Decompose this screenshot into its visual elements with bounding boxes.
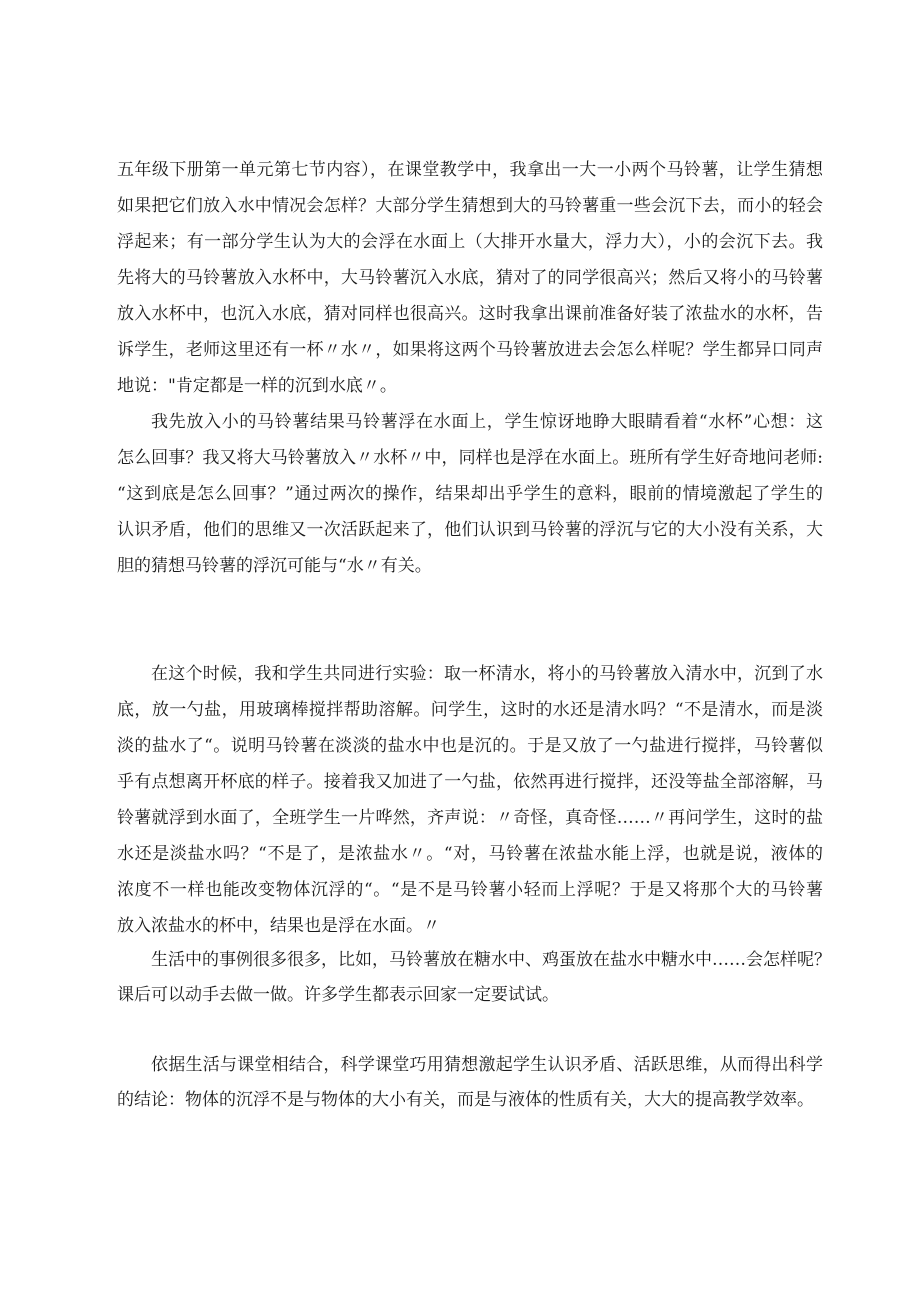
- text-line: 放入浓盐水的杯中，结果也是浮在水面。〃: [117, 916, 440, 936]
- paragraph-experiment-intro: [117, 152, 823, 404]
- text-line: 课后可以动手去做一做。许多学生都表示回家一定要试试。: [117, 985, 559, 1005]
- text-line: 乎有点想离开杯底的样子。接着我又加进了一勺盐，依然再进行搅拌，还没等盐全部溶解，马: [117, 772, 823, 792]
- paragraph-salt-experiment: [117, 656, 823, 944]
- paragraph-conclusion: [117, 1048, 823, 1118]
- text-line: 浮起来；有一部分学生认为大的会浮在水面上（大排开水量大，浮力大），小的会沉下去。我: [117, 232, 823, 252]
- text-line: 认识矛盾，他们的思维又一次活跃起来了，他们认识到马铃薯的浮沉与它的大小没有关系，大: [117, 520, 823, 540]
- text-line: 浓度不一样也能改变物体沉浮的“。“是不是马铃薯小轻而上浮呢？于是又将那个大的马铃薯: [117, 880, 823, 900]
- text-line: 水还是淡盐水吗？“不是了，是浓盐水〃。“对，马铃薯在浓盐水能上浮，也就是说，液体的: [117, 844, 823, 864]
- text-line: 五年级下册第一单元第七节内容），在课堂教学中，我拿出一大一小两个马铃薯，让学生猜想: [117, 160, 823, 180]
- text-line: 如果把它们放入水中情况会怎样？大部分学生猜想到大的马铃薯重一些会沉下去，而小的轻会: [117, 196, 823, 216]
- text-line: “这到底是怎么回事？”通过两次的操作，结果却出乎学生的意料，眼前的情境激起了学生的: [117, 484, 823, 504]
- text-line: 先将大的马铃薯放入水杯中，大马铃薯沉入水底，猜对了的同学很高兴；然后又将小的马铃薯: [117, 268, 823, 288]
- text-line: 放入水杯中，也沉入水底，猜对同样也很高兴。这时我拿出课前准备好装了浓盐水的水杯，告: [117, 304, 823, 324]
- text-line: 诉学生，老师这里还有一杯〃水〃，如果将这两个马铃薯放进去会怎么样呢？学生都异口同声: [117, 340, 823, 360]
- text-line: 怎么回事？我又将大马铃薯放入〃水杯〃中，同样也是浮在水面上。班所有学生好奇地问老师:: [117, 448, 823, 468]
- text-line: 我先放入小的马铃薯结果马铃薯浮在水面上，学生惊讶地睁大眼睛看着“水杯”心想：这: [151, 412, 823, 432]
- text-line: 底，放一勺盐，用玻璃棒搅拌帮助溶解。问学生，这时的水还是清水吗？“不是清水，而是淡: [117, 700, 823, 720]
- paragraph-daily-examples: [117, 943, 831, 1013]
- text-line: 的结论：物体的沉浮不是与物体的大小有关，而是与液体的性质有关，大大的提高教学效率。: [117, 1090, 814, 1110]
- text-line: 依据生活与课堂相结合，科学课堂巧用猜想激起学生认识矛盾、活跃思维，从而得出科学: [151, 1055, 823, 1075]
- text-line: 在这个时候，我和学生共同进行实验：取一杯清水，将小的马铃薯放入清水中，沉到了水: [151, 664, 823, 684]
- text-line: 地说："肯定都是一样的沉到水底〃。: [117, 376, 397, 396]
- text-line: 淡的盐水了“。说明马铃薯在淡淡的盐水中也是沉的。于是又放了一勺盐进行搅拌，马铃薯似: [117, 736, 823, 756]
- paragraph-floating-surprise: [117, 404, 823, 584]
- text-line: 胆的猜想马铃薯的浮沉可能与“水〃有关。: [117, 556, 432, 576]
- text-line: 铃薯就浮到水面了，全班学生一片哗然，齐声说：〃奇怪，真奇怪……〃再问学生，这时的盐: [117, 808, 823, 828]
- text-line: 生活中的事例很多很多，比如，马铃薯放在糖水中、鸡蛋放在盐水中糖水中……会怎样呢？: [151, 950, 831, 970]
